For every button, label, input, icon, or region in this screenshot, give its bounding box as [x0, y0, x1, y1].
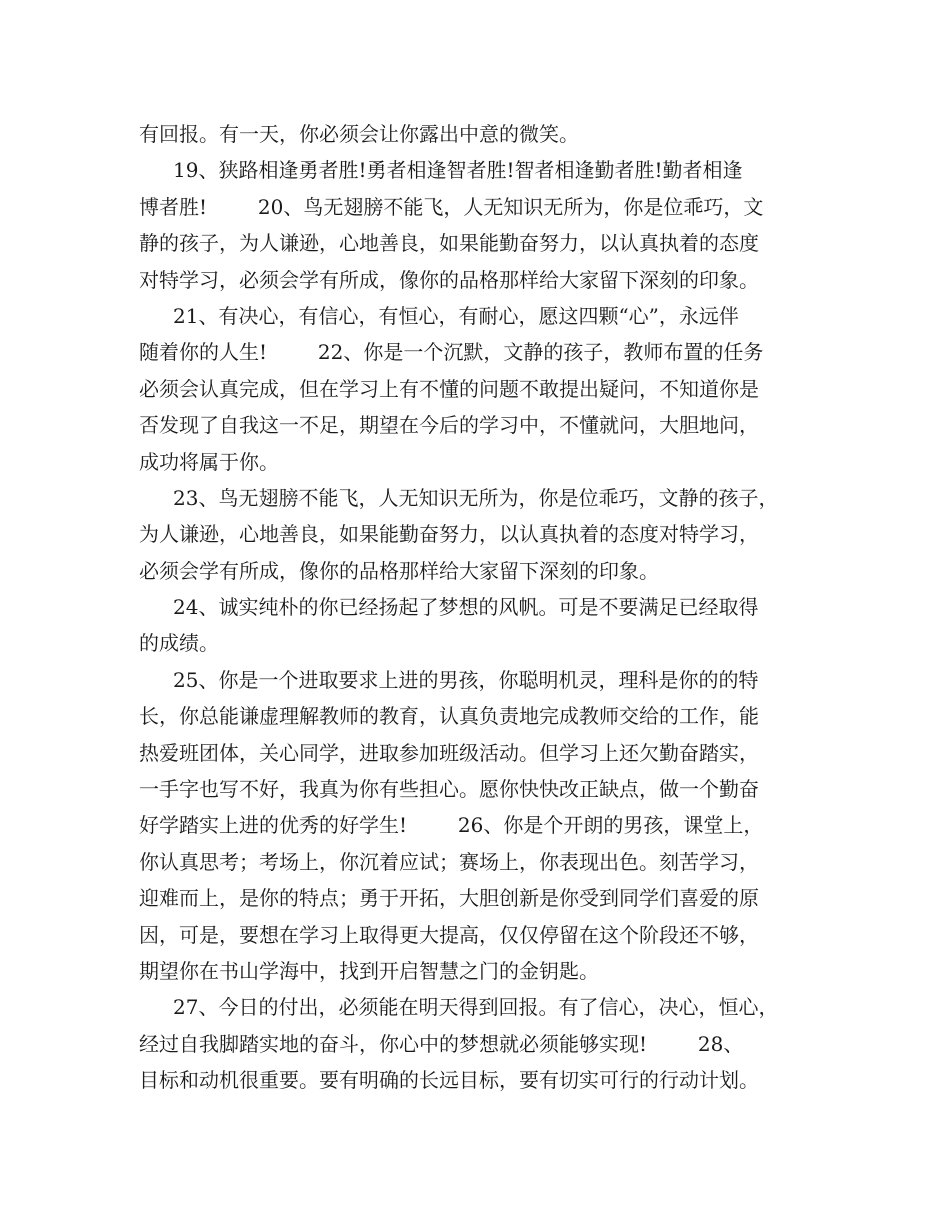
- text-line: 期望你在书山学海中，找到开启智慧之门的金钥匙。: [139, 958, 599, 983]
- text-line: 23、鸟无翅膀不能飞，人无知识无所为，你是位乖巧，文静的孩子，: [173, 485, 779, 510]
- text-line: 24、诚实纯朴的你已经扬起了梦想的风帆。可是不要满足已经取得: [173, 595, 759, 620]
- text-line: 热爱班团体，关心同学，进取参加班级活动。但学习上还欠勤奋踏实，: [139, 740, 759, 765]
- text-line: 21、有决心，有信心，有恒心，有耐心，愿这四颗“心”，永远伴: [173, 303, 739, 328]
- text-line: 迎难而上，是你的特点；勇于开拓，大胆创新是你受到同学们喜爱的原: [139, 886, 759, 911]
- text-line: 否发现了自我这一不足，期望在今后的学习中，不懂就问，大胆地问，: [139, 413, 759, 438]
- text-line: 因，可是，要想在学习上取得更大提高，仅仅停留在这个阶段还不够，: [139, 922, 759, 947]
- text-line: 随着你的人生! 22、你是一个沉默，文静的孩子，教师布置的任务: [139, 340, 764, 365]
- text-line: 你认真思考；考场上，你沉着应试；赛场上，你表现出色。刻苦学习，: [139, 849, 759, 874]
- text-line: 必须会认真完成，但在学习上有不懂的问题不敢提出疑问，不知道你是: [139, 376, 759, 401]
- text-line: 目标和动机很重要。要有明确的长远目标，要有切实可行的行动计划。: [139, 1068, 759, 1093]
- text-line: 经过自我脚踏实地的奋斗，你心中的梦想就必须能够实现! 28、: [139, 1031, 744, 1056]
- text-line: 必须会学有所成，像你的品格那样给大家留下深刻的印象。: [139, 558, 659, 583]
- document-body: [139, 116, 839, 1099]
- text-line: 有回报。有一天，你必须会让你露出中意的微笑。: [139, 122, 579, 146]
- text-line: 19、狭路相逢勇者胜!勇者相逢智者胜!智者相逢勤者胜!勤者相逢: [173, 158, 743, 183]
- text-line: 为人谦逊，心地善良，如果能勤奋努力，以认真执着的态度对特学习，: [139, 522, 759, 547]
- text-line: 博者胜! 20、鸟无翅膀不能飞，人无知识无所为，你是位乖巧，文: [139, 194, 764, 219]
- text-line: 长，你总能谦虚理解教师的教育，认真负责地完成教师交给的工作，能: [139, 704, 759, 729]
- text-line: 25、你是一个进取要求上进的男孩，你聪明机灵，理科是你的的特: [173, 667, 759, 692]
- text-line: 对特学习，必须会学有所成，像你的品格那样给大家留下深刻的印象。: [139, 267, 759, 292]
- text-line: 一手字也写不好，我真为你有些担心。愿你快快改正缺点，做一个勤奋: [139, 777, 759, 802]
- text-line: 好学踏实上进的优秀的好学生! 26、你是个开朗的男孩，课堂上，: [139, 813, 764, 838]
- text-line: 成功将属于你。: [139, 449, 279, 474]
- text-line: 静的孩子，为人谦逊，心地善良，如果能勤奋努力，以认真执着的态度: [139, 231, 759, 256]
- text-line: 的成绩。: [139, 631, 219, 656]
- text-line: 27、今日的付出，必须能在明天得到回报。有了信心，决心，恒心，: [173, 995, 779, 1020]
